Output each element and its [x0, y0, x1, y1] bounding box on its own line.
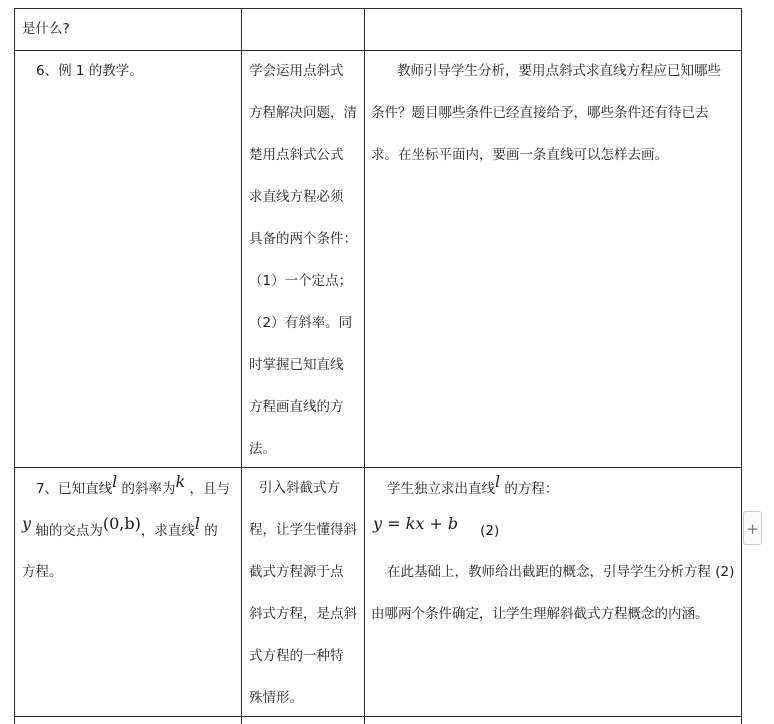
row7-objective: [249, 467, 357, 719]
text-line: （2）有斜率。同: [249, 315, 353, 331]
table-border-right: [741, 8, 742, 724]
column-divider: [241, 8, 242, 724]
row6-objective: [249, 50, 357, 470]
table-border-top: [14, 8, 742, 9]
text-line: 方程。: [22, 564, 63, 580]
text-line: 式方程的一种特: [249, 648, 344, 664]
equation-line: [371, 509, 734, 551]
text-line: 楚用点斜式公式: [249, 147, 344, 163]
math-var: k: [175, 472, 186, 491]
text-line: 学会运用点斜式: [249, 63, 344, 79]
text-line: 程，让学生懂得斜: [249, 522, 357, 538]
row7-activity: [371, 467, 734, 635]
text-line: 法。: [249, 441, 276, 457]
equation: y = kx + b: [373, 514, 459, 533]
text-line: y 轴的交点为(0,b)，求直线l 的: [22, 514, 218, 539]
text-line: 教师引导学生分析，要用点斜式求直线方程应已知哪些: [397, 63, 721, 79]
equation-number: (2): [480, 523, 500, 539]
row-divider: [14, 716, 742, 717]
text-line: 学生独立求出直线l 的方程：: [387, 472, 559, 497]
text-line: 时掌握已知直线: [249, 357, 344, 373]
text-line: 截式方程源于点: [249, 564, 344, 580]
text-line: （1）一个定点；: [249, 273, 353, 289]
text-line: 方程解决问题，清: [249, 105, 357, 121]
text-line: 方程画直线的方: [249, 399, 344, 415]
text-line: 求直线方程必须: [249, 189, 344, 205]
row7-content: [22, 467, 230, 593]
add-row-button[interactable]: +: [743, 511, 762, 545]
math-var: l: [495, 472, 501, 491]
math-point: (0,b): [102, 514, 141, 533]
text-line: 殊情形。: [249, 690, 303, 706]
text-line: 引入斜截式方: [259, 480, 340, 496]
table-border-left: [14, 8, 15, 724]
row6-activity: [371, 50, 721, 176]
text-line: 由哪两个条件确定，让学生理解斜截式方程概念的内涵。: [371, 606, 709, 622]
text-line: 求。在坐标平面内，要画一条直线可以怎样去画。: [371, 147, 668, 163]
text-line: 条件？题目哪些条件已经直接给予，哪些条件还有待已去: [371, 105, 709, 121]
text-line: 斜式方程，是点斜: [249, 606, 357, 622]
column-divider: [364, 8, 365, 724]
text-line: 7、已知直线l 的斜率为k ，且与: [36, 472, 231, 497]
math-var: l: [112, 472, 118, 491]
text-line: 在此基础上，教师给出截距的概念，引导学生分析方程 (2): [387, 564, 735, 580]
math-var: y: [22, 514, 32, 533]
math-var: l: [194, 514, 200, 533]
text-line: 具备的两个条件：: [249, 231, 357, 247]
prev-row-col1: 是什么?: [22, 21, 70, 37]
row6-content: 6、例 1 的教学。: [36, 63, 143, 79]
